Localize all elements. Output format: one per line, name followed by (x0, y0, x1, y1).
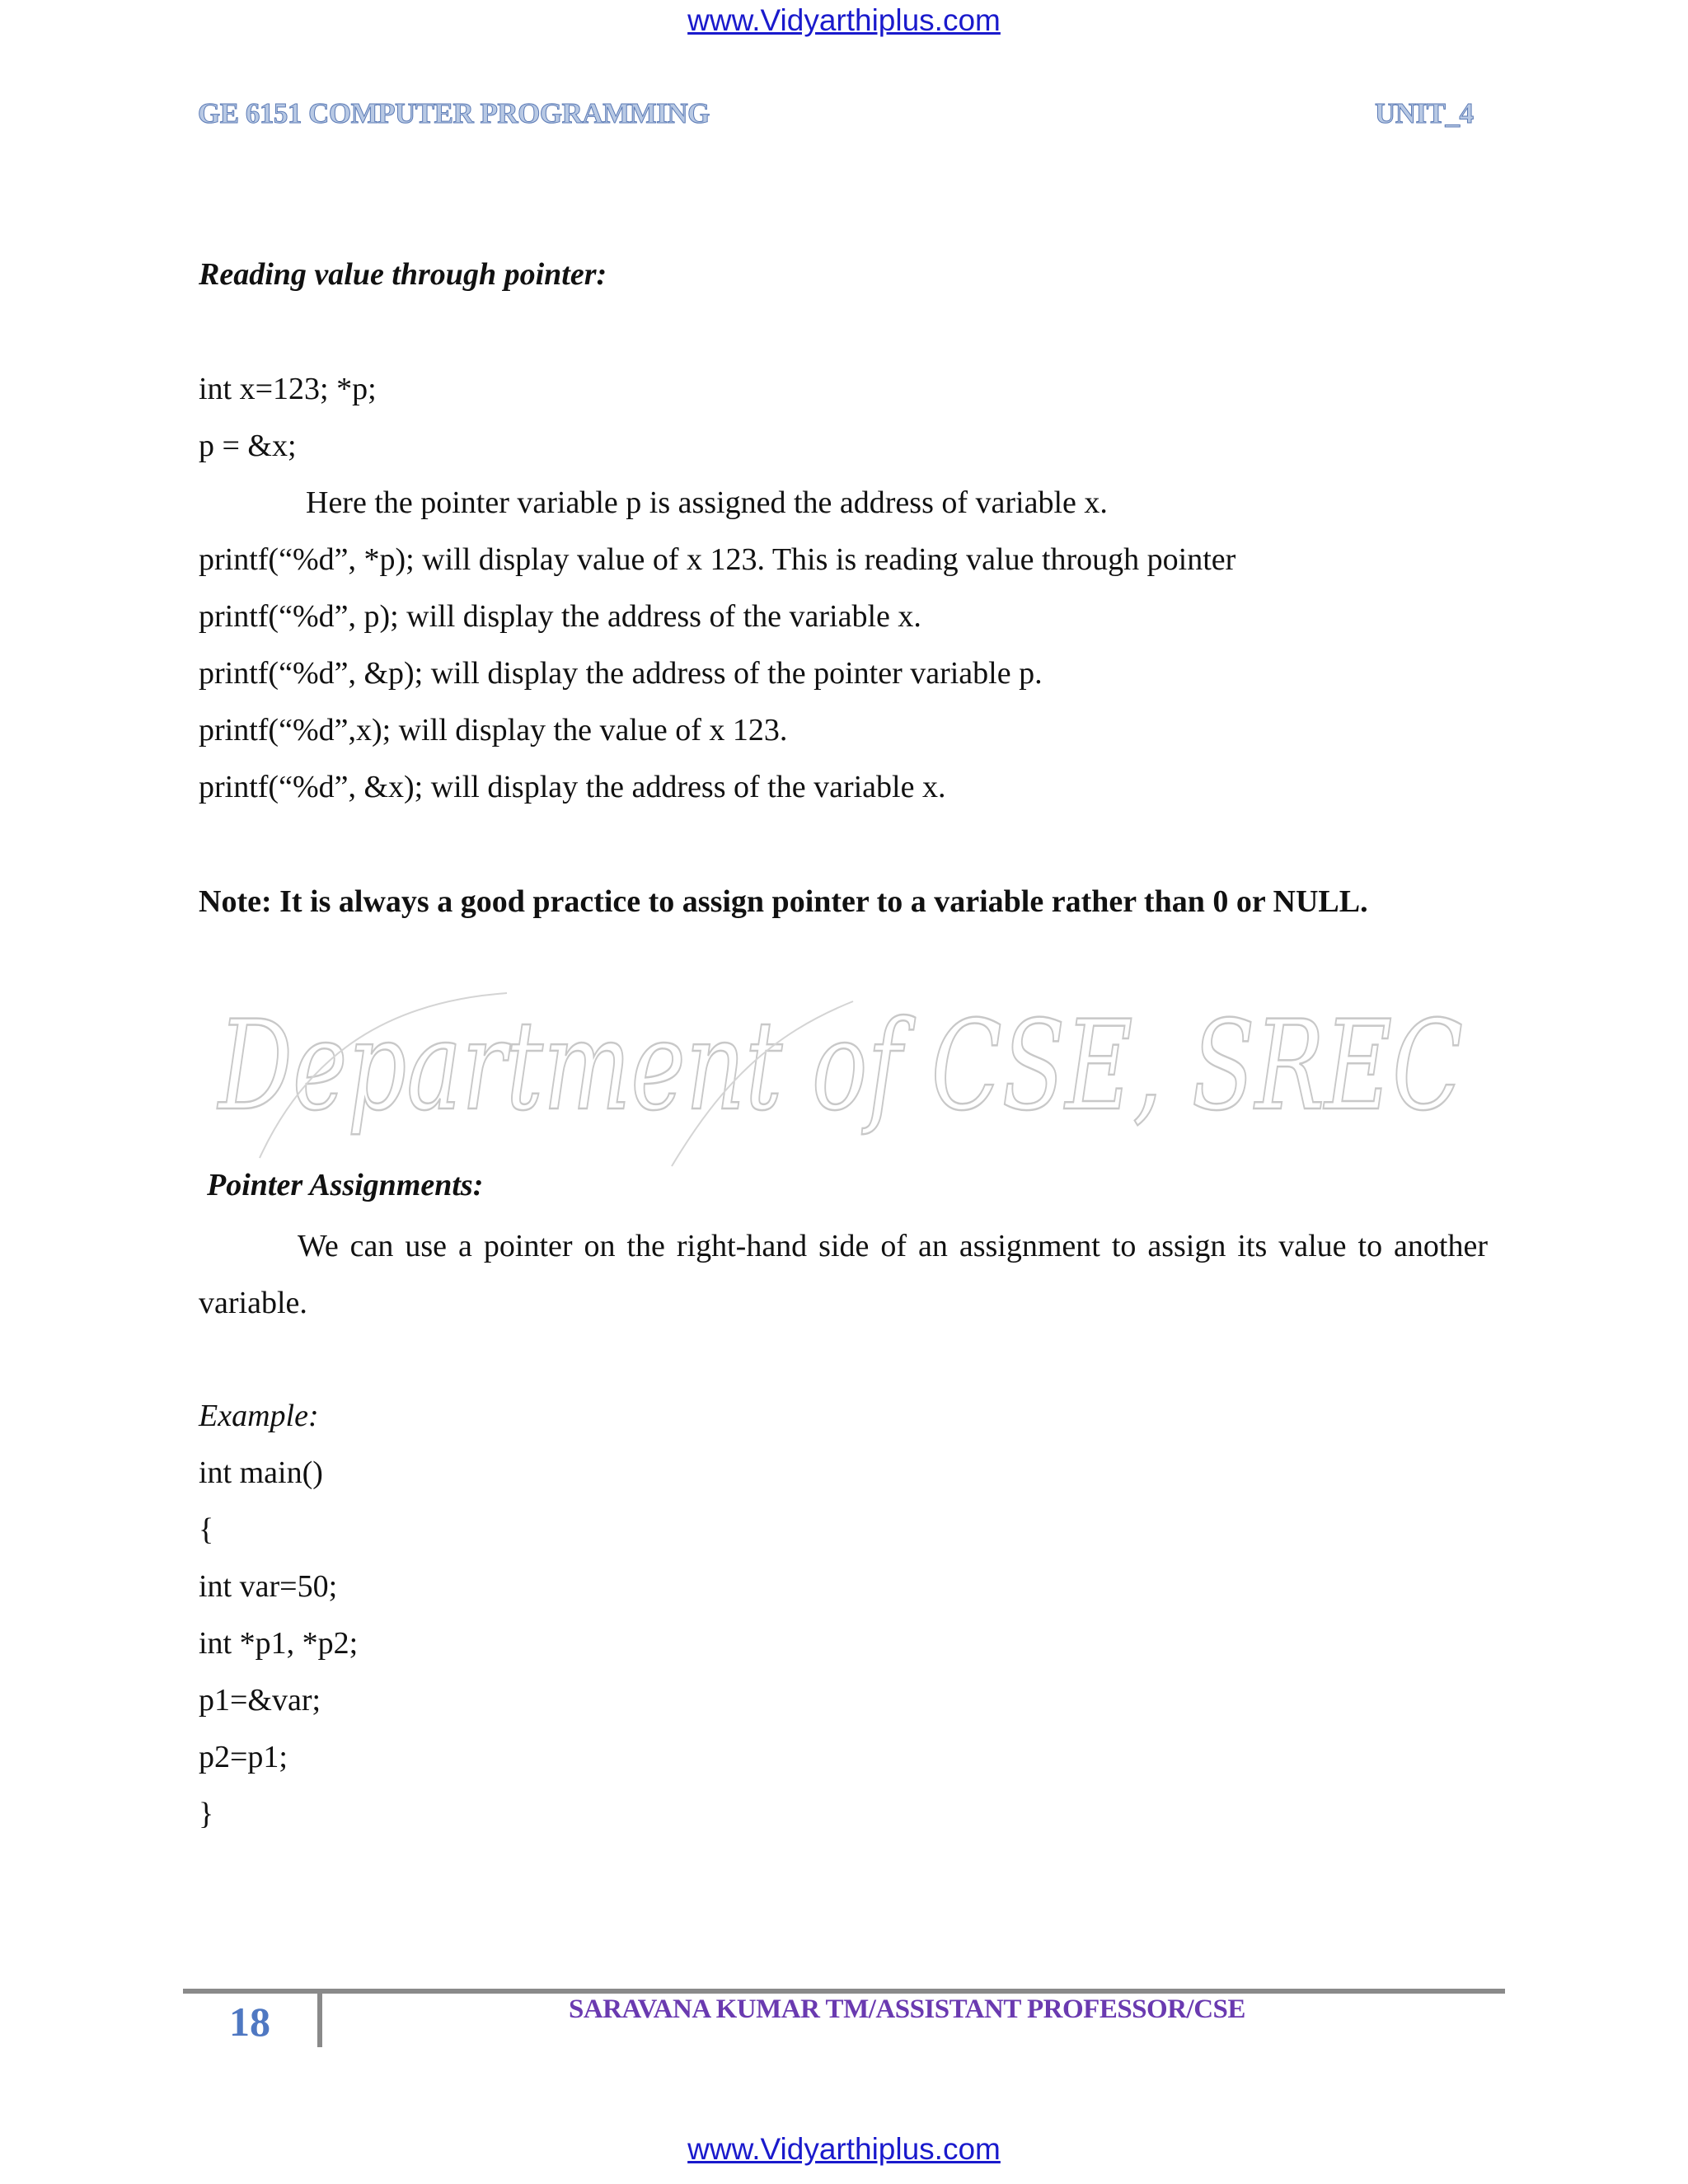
example-label: Example: (199, 1399, 319, 1433)
site-link-top[interactable]: www.Vidyarthiplus.com (687, 3, 1001, 37)
printf-line: printf(“%d”, &p); will display the address of the pointer variable p. (199, 656, 1043, 691)
body-paragraph: We can use a pointer on the right-hand side of an assignment to assign its value to another variable. (199, 1229, 1488, 1320)
watermark-text: Department of CSE, SREC (216, 995, 1463, 1138)
code-line: int main() (199, 1455, 323, 1490)
code-line: } (199, 1797, 214, 1831)
code-line: int var=50; (199, 1569, 338, 1604)
footer-separator (317, 1993, 322, 2047)
printf-line: printf(“%d”, p); will display the address of the variable x. (199, 599, 921, 634)
header-course-title: GE 6151 COMPUTER PROGRAMMING (198, 97, 710, 129)
code-line: p = &x; (199, 429, 297, 463)
note-text: Note: It is always a good practice to assign pointer to a variable rather than 0 or NULL. (199, 884, 1368, 919)
code-line: int *p1, *p2; (199, 1626, 359, 1661)
footer-rule (183, 1989, 1505, 1994)
section-heading-pointer-assignments: Pointer Assignments: (207, 1168, 484, 1202)
code-line: int x=123; *p; (199, 372, 377, 406)
section-heading-reading: Reading value through pointer: (199, 257, 607, 292)
printf-line: printf(“%d”, &x); will display the address of the variable x. (199, 770, 946, 804)
site-link-bottom[interactable]: www.Vidyarthiplus.com (687, 2132, 1001, 2166)
watermark-signature (210, 985, 1479, 1174)
printf-line: printf(“%d”, *p); will display value of x 123. This is reading value through pointer (199, 542, 1236, 577)
code-line: { (199, 1512, 214, 1547)
code-line: p2=p1; (199, 1740, 288, 1774)
code-line: p1=&var; (199, 1683, 321, 1718)
footer-author: SARAVANA KUMAR TM/ASSISTANT PROFESSOR/CSE (569, 1994, 1245, 2024)
explanation-text: Here the pointer variable p is assigned the address of variable x. (306, 485, 1108, 520)
header-unit-label: UNIT_4 (1375, 97, 1474, 129)
printf-line: printf(“%d”,x); will display the value of x 123. (199, 713, 788, 748)
page-number: 18 (229, 1999, 270, 2045)
